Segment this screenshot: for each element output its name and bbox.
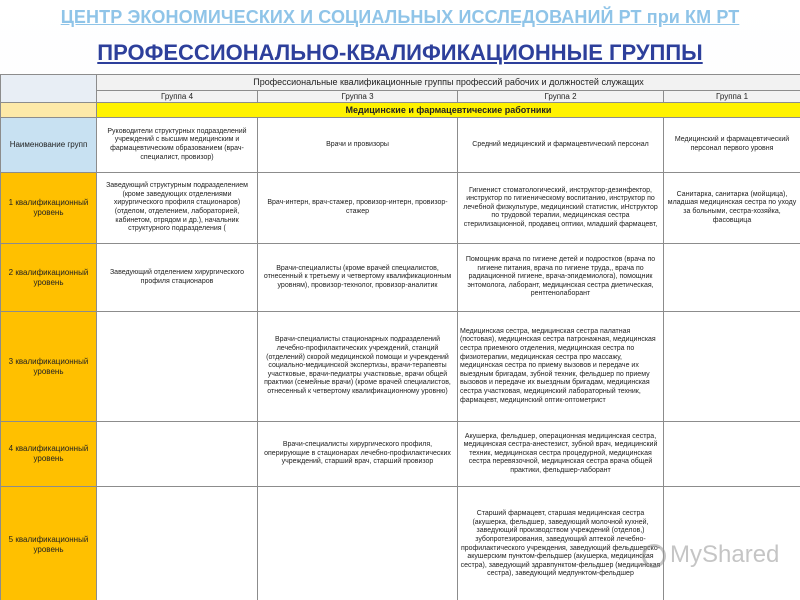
- table-cell: [258, 487, 458, 600]
- section-row: [1, 103, 800, 118]
- level-label: 4 квалификационный уровень: [1, 422, 97, 487]
- watermark-logo-icon: [642, 544, 666, 568]
- group-names-row: [1, 118, 800, 173]
- table-cell: [664, 312, 800, 422]
- table-cell: Старший фармацевт, старшая медицинская сестра (акушерка, фельдшер, заведующий молочной кухней, заведующий производством учреждений (отделов,) зубопротезирования, заведующий аптекой лечебно-профилактического учреждения, заведующий фельдшерско-акушерским пунктом-фельдшер (акушерка, медицинская сестра), заведующий здравпунктом-фельдшер (медицинская сестра), заведующий медпунктом-фельдшер: [458, 487, 664, 600]
- table-cell: [97, 312, 258, 422]
- level-label: 2 квалификационный уровень: [1, 244, 97, 312]
- group-1-name: Медицинский и фармацевтический персонал первого уровня: [664, 118, 800, 173]
- watermark: [642, 535, 782, 575]
- corner-cell: [1, 75, 97, 103]
- group-header-row: [1, 91, 800, 103]
- table-cell: Врачи-специалисты хирургического профиля, оперирующие в стационарах лечебно-профилактических учреждений, старший врач, старший провизор: [258, 422, 458, 487]
- table-cell: Гигиенист стоматологический, инструктор-дезинфектор, инструктор по гигиеническому воспитанию, инструктор по лечебной физкультуре, медицинский статистик, иНструктор по трудовой терапии, медицинская сестра стерилизационной, продавец оптики, младший фармацевт,: [458, 173, 664, 244]
- group-header-4: Группа 4: [97, 91, 258, 103]
- group-header-2: Группа 2: [458, 91, 664, 103]
- group-4-name: Руководители структурных подразделений учреждений с высшим медицинским и фармацевтическим образованием (врач-специалист, провизор): [97, 118, 258, 173]
- qualification-groups-table: [0, 74, 800, 600]
- table-cell: [97, 487, 258, 600]
- table-cell: [97, 422, 258, 487]
- group-header-3: Группа 3: [258, 91, 458, 103]
- table-cell: Врач-интерн, врач-стажер, провизор-интерн, провизор-стажер: [258, 173, 458, 244]
- table-row: [1, 422, 800, 487]
- table-row: [1, 312, 800, 422]
- table-cell: Заведующий отделением хирургического профиля стационаров: [97, 244, 258, 312]
- table-caption: Профессиональные квалификационные группы профессий рабочих и должностей служащих: [97, 75, 800, 91]
- table-cell: Врачи-специалисты (кроме врачей специалистов, отнесенный к третьему и четвертому квалификационным уровням), провизор-технолог, провизор-аналитик: [258, 244, 458, 312]
- table-cell: [664, 244, 800, 312]
- group-header-1: Группа 1: [664, 91, 800, 103]
- table-cell: Врачи-специалисты стационарных подразделений лечебно-профилактических учреждений, станций (отделений) скорой медицинской помощи и учреждений социально-медицинской экспертизы, врачи-терапевты участковые, врачи-педиатры участковые, врачи общей практики (семейные врачи) (кроме врачей специалистов, отнесенный к четвертому квалификационному уровню): [258, 312, 458, 422]
- table-row: [1, 244, 800, 312]
- table-cell: [664, 422, 800, 487]
- organization-title: ЦЕНТР ЭКОНОМИЧЕСКИХ И СОЦИАЛЬНЫХ ИССЛЕДОВАНИЙ РТ при КМ РТ: [60, 7, 740, 27]
- table-cell: Медицинская сестра, медицинская сестра палатная (постовая), медицинская сестра патронажная, медицинская сестра приемного отделения, медицинская сестра по физиотерапии, медицинская сестра про массажу, медицинская сестра по приему вызовов и передаче их выездным бригадам, зубной техник, фельдшер по приему вызовов и передаче их выездным бригадам, медицинская сестра участковая, медицинский лабораторный техник, фармацевт, медицинский оптик-оптометрист: [458, 312, 664, 422]
- table-cell: Акушерка, фельдшер, операционная медицинская сестра, медицинская сестра-анестезист, зубной врач, медицинский техник, медицинская сестра процедурной, медицинская сестра перевязочной, медицинская сестра врача общей практики, фельдшер-лаборант: [458, 422, 664, 487]
- section-left-cell: [1, 103, 97, 118]
- table-caption-row: [1, 75, 800, 91]
- group-2-name: Средний медицинский и фармацевтический персонал: [458, 118, 664, 173]
- section-title: Медицинские и фармацевтические работники: [97, 103, 800, 118]
- page-title: ПРОФЕССИОНАЛЬНО-КВАЛИФИКАЦИОННЫЕ ГРУППЫ: [97, 40, 703, 65]
- level-label: 3 квалификационный уровень: [1, 312, 97, 422]
- group-3-name: Врачи и провизоры: [258, 118, 458, 173]
- table-cell: Заведующий структурным подразделением (кроме заведующих отделениями хирургического профиля стационаров) (отделом, отделением, лабораторией, кабинетом, отрядом и др.), начальник структурного подразделения (: [97, 173, 258, 244]
- watermark-text: MyShared: [670, 541, 780, 568]
- level-label: 1 квалификационный уровень: [1, 173, 97, 244]
- name-label: Наименование групп: [1, 118, 97, 173]
- table-cell: Помощник врача по гигиене детей и подростков (врача по гигиене питания, врача по гигиене труда,, врача по радиационной гигиене, врача-эпидемиолога), помощник энтомолога, лаборант, медицинская сестра диетическая, рентгенолаборант: [458, 244, 664, 312]
- table-row: [1, 173, 800, 244]
- level-label: 5 квалификационный уровень: [1, 487, 97, 600]
- table-cell: Санитарка, санитарка (мойщица), младшая медицинская сестра по уходу за больными, сестра-хозяйка, фасовщица: [664, 173, 800, 244]
